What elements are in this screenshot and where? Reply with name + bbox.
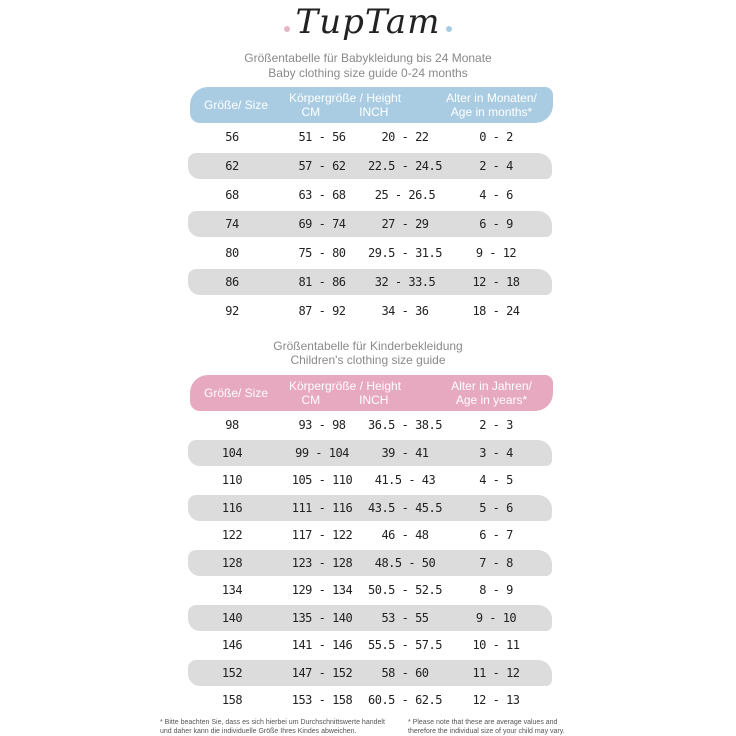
inch-cell: 50.5 - 52.5	[368, 583, 442, 597]
table-row	[188, 632, 552, 658]
header-inch: INCH	[359, 105, 389, 119]
header-height: Körpergröße / Height CM INCH	[288, 379, 402, 407]
size-cell: 68	[225, 188, 239, 202]
size-cell: 128	[221, 555, 243, 570]
cm-cell: 51 - 56	[298, 130, 346, 144]
age-cell: 9 - 12	[475, 246, 517, 260]
age-cell: 5 - 6	[479, 500, 513, 515]
cm-cell: 105 - 110	[291, 473, 353, 487]
cm-cell: 129 - 134	[291, 583, 353, 597]
cm-cell: 69 - 74	[298, 217, 346, 231]
age-cell: 0 - 2	[479, 130, 513, 144]
logo-dot-left	[284, 26, 290, 32]
logo-dot-right	[446, 26, 452, 32]
size-cell: 158	[221, 693, 243, 707]
size-cell: 74	[225, 217, 239, 231]
size-cell: 140	[221, 610, 243, 625]
age-cell: 11 - 12	[472, 665, 520, 680]
inch-cell: 58 - 60	[381, 665, 429, 680]
inch-cell: 32 - 33.5	[374, 275, 436, 289]
cm-cell: 153 - 158	[291, 693, 353, 707]
cm-cell: 75 - 80	[298, 246, 346, 260]
cm-cell: 63 - 68	[298, 188, 346, 202]
header-cm: CM	[301, 393, 321, 407]
inch-cell: 25 - 26.5	[374, 188, 436, 202]
table-row	[188, 153, 552, 179]
logo-text: TupTam	[295, 2, 441, 42]
header-size: Größe/ Size	[203, 98, 269, 112]
cm-cell: 141 - 146	[291, 638, 353, 652]
size-cell: 62	[225, 159, 239, 173]
inch-cell: 46 - 48	[381, 528, 429, 542]
inch-cell: 36.5 - 38.5	[368, 418, 442, 432]
table-row	[188, 240, 552, 266]
header-inch: INCH	[359, 393, 389, 407]
size-cell: 92	[225, 304, 239, 318]
cm-cell: 123 - 128	[291, 555, 353, 570]
table-row	[188, 298, 552, 324]
table-row	[188, 211, 552, 237]
header-size: Größe/ Size	[203, 386, 269, 400]
table-row	[188, 467, 552, 493]
table-row	[188, 577, 552, 603]
cm-cell: 111 - 116	[291, 500, 353, 515]
cm-cell: 57 - 62	[298, 159, 346, 173]
footnote-en: * Please note that these are average values and therefore the individual size of your child may vary.	[408, 719, 565, 735]
size-cell: 98	[225, 418, 239, 432]
age-cell: 12 - 18	[472, 275, 520, 289]
footnote-de: * Bitte beachten Sie, dass es sich hierbei um Durchschnittswerte handelt und daher kann die individuelle Größe Ihres Kindes abweichen.	[160, 719, 385, 735]
cm-cell: 87 - 92	[298, 304, 346, 318]
inch-cell: 41.5 - 43	[374, 473, 436, 487]
inch-cell: 53 - 55	[381, 610, 429, 625]
age-cell: 6 - 7	[479, 528, 513, 542]
size-cell: 146	[221, 638, 243, 652]
table-row	[188, 124, 552, 150]
inch-cell: 29.5 - 31.5	[368, 246, 442, 260]
age-cell: 6 - 9	[479, 217, 513, 231]
inch-cell: 48.5 - 50	[374, 555, 436, 570]
age-cell: 8 - 9	[479, 583, 513, 597]
inch-cell: 22.5 - 24.5	[368, 159, 442, 173]
inch-cell: 20 - 22	[381, 130, 429, 144]
table-row	[188, 495, 552, 521]
header-age: Alter in Monaten/ Age in months*	[446, 91, 537, 119]
age-cell: 12 - 13	[472, 693, 520, 707]
cm-cell: 147 - 152	[291, 665, 353, 680]
inch-cell: 60.5 - 62.5	[368, 693, 442, 707]
size-cell: 80	[225, 246, 239, 260]
age-cell: 2 - 3	[479, 418, 513, 432]
kids-title-de: Größentabelle für Kinderbekleidung	[273, 339, 463, 353]
table-row	[188, 440, 552, 466]
age-cell: 7 - 8	[479, 555, 513, 570]
age-cell: 10 - 11	[472, 638, 520, 652]
inch-cell: 43.5 - 45.5	[368, 500, 442, 515]
age-cell: 3 - 4	[479, 445, 513, 460]
inch-cell: 39 - 41	[381, 445, 429, 460]
size-cell: 116	[221, 500, 243, 515]
size-cell: 122	[221, 528, 243, 542]
inch-cell: 34 - 36	[381, 304, 429, 318]
table-row	[188, 550, 552, 576]
size-cell: 86	[225, 275, 239, 289]
kids-table-header	[190, 375, 553, 411]
age-cell: 4 - 6	[479, 188, 513, 202]
header-cm: CM	[301, 105, 321, 119]
table-row	[188, 412, 552, 438]
age-cell: 9 - 10	[475, 610, 517, 625]
size-cell: 110	[221, 473, 243, 487]
brand-logo	[0, 2, 736, 42]
inch-cell: 27 - 29	[381, 217, 429, 231]
kids-title-en: Children's clothing size guide	[290, 353, 446, 367]
age-cell: 2 - 4	[479, 159, 513, 173]
baby-table-header	[190, 87, 553, 123]
table-row	[188, 687, 552, 713]
baby-title-de: Größentabelle für Babykleidung bis 24 Monate	[244, 51, 492, 65]
size-cell: 104	[221, 445, 243, 460]
table-row	[188, 522, 552, 548]
header-age: Alter in Jahren/ Age in years*	[451, 379, 532, 407]
age-cell: 4 - 5	[479, 473, 513, 487]
size-cell: 134	[221, 583, 243, 597]
table-row	[188, 605, 552, 631]
size-cell: 56	[225, 130, 239, 144]
age-cell: 18 - 24	[472, 304, 520, 318]
cm-cell: 81 - 86	[298, 275, 346, 289]
inch-cell: 55.5 - 57.5	[368, 638, 442, 652]
table-row	[188, 269, 552, 295]
cm-cell: 135 - 140	[291, 610, 353, 625]
cm-cell: 117 - 122	[291, 528, 353, 542]
table-row	[188, 660, 552, 686]
table-row	[188, 182, 552, 208]
cm-cell: 93 - 98	[298, 418, 346, 432]
baby-title-en: Baby clothing size guide 0-24 months	[268, 66, 468, 80]
cm-cell: 99 - 104	[295, 445, 349, 460]
header-height: Körpergröße / Height CM INCH	[288, 91, 402, 119]
size-cell: 152	[221, 665, 243, 680]
